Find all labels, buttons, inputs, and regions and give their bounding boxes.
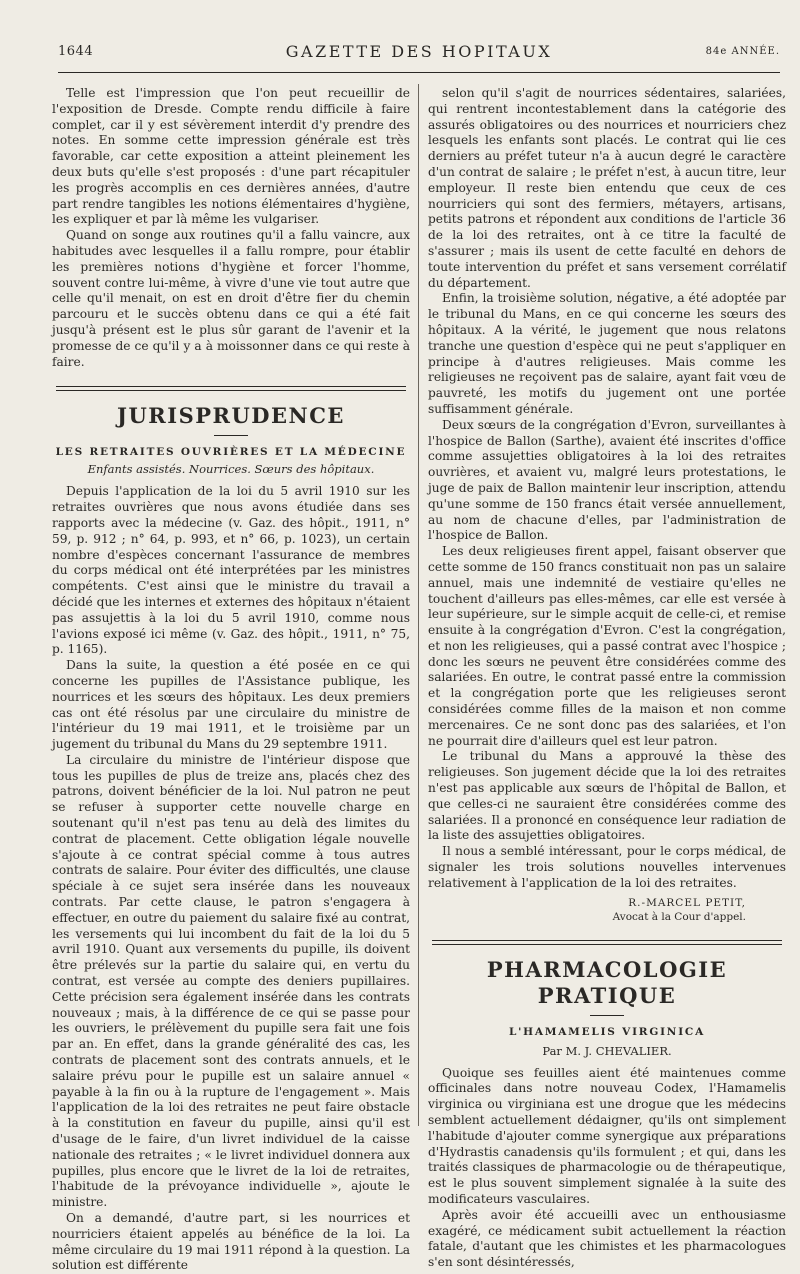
paragraph: Les deux religieuses firent appel, faisant observer que cette somme de 150 francs constituait non pas un salaire annuel, mais une indemnité de vestiaire qu'elles ne touchent d'ailleurs pas elles-mêmes, car elle est versée à leur supérieure, sur le simple acquit de celle-ci, et remise ensuite à la congrégation d'Evron. C'est la congrégation, et non les religieuses, qui a passé contrat avec l'hospice ; donc les sœurs ne peuvent être considérées comme des salariées. En outre, le contrat passé entre la commission et la congrégation porte que les religieuses seront considérées comme filles de la maison et non comme mercenaires. Ce ne sont donc pas des salariées, et l'on ne pourrait dire d'ailleurs quel est leur patron. [428,544,786,748]
paragraph: Enfin, la troisième solution, négative, a été adoptée par le tribunal du Mans, en ce qui concerne les sœurs des hôpitaux. A la vérité, le jugement que nous relatons tranche une question d'espèce qui ne peut s'appliquer en principe à d'autres religieuses. Mais comme les religieuses ne reçoivent pas de salaire, ayant fait vœu de pauvreté, les motifs du jugement ont une portée suffisamment générale. [428,291,786,416]
volume-year: 84e ANNÉE. [705,46,780,57]
section-title-jurisprudence: JURISPRUDENCE [117,403,345,429]
paragraph: Depuis l'application de la loi du 5 avril 1910 sur les retraites ouvrières que nous avons étudiée dans ses rapports avec la médecine (v. Gaz. des hôpit., 1911, n° 59, p. 912 ; n° 64, p. 993, et n° 66, p. 1023), un certain nombre d'espèces concernant l'assurance de membres du corps médical ont été interprétées par les ministres compétents. C'est ainsi que le ministre du travail a décidé que les internes et externes des hôpitaux n'étaient pas assujettis à la loi du 5 avril 1910, comme nous l'avions exposé ici même (v. Gaz. des hôpit., 1911, n° 75, p. 1165). [52,484,410,657]
article-byline: Par M. J. CHEVALIER. [542,1043,672,1058]
paragraph: Après avoir été accueilli avec un enthousiasme exagéré, ce médicament subit actuellement la réaction fatale, d'autant que les chimistes et les pharmacologues s'en sont désintéressés, [428,1207,786,1270]
paragraph: Quand on songe aux routines qu'il a fallu vaincre, aux habitudes avec lesquelles il a fallu rompre, pour établir les premières notions d'hygiène et forcer l'homme, souvent contre lui-même, à vivre d'une vie tout autre que celle qu'il menait, on est en droit d'être fier du chemin parcouru et le succès obtenu dans ce qui a été fait jusqu'à présent est le plus sûr garant de l'avenir et la promesse de ce qu'il y a à moissonner dans ce qui reste à faire. [52,228,410,369]
column-divider [418,84,419,1126]
section-rule [432,940,782,945]
article-title: L'HAMAMELIS VIRGINICA [508,1025,706,1038]
paragraph: Dans la suite, la question a été posée en ce qui concerne les pupilles de l'Assistance publique, les nourrices et les sœurs des hôpitaux. Les deux premiers cas ont été résolus par une circulaire du ministre de l'intérieur du 19 mai 1911, et le troisième par un jugement du tribunal du Mans du 29 septembre 1911. [52,658,410,752]
paragraph: On a demandé, d'autre part, si les nourrices et nourriciers étaient appelés au bénéfice de la loi. La même circulaire du 19 mai 1911 répond à la question. La solution est différente [52,1211,410,1273]
author-role: Avocat à la Cour d'appel. [612,910,746,923]
left-column [52,86,411,1273]
author-name: R.-MARCEL PETIT, [628,896,746,909]
paragraph: La circulaire du ministre de l'intérieur dispose que tous les pupilles de plus de treize ans, placés chez des patrons, doivent bénéficier de la loi. Nul patron ne peut se refuser à supporter cette nouvelle charge en soutenant qu'il n'est pas tenu au delà des limites du contrat de placement. Cette obligation légale nouvelle s'ajoute à ce contrat spécial comme à tous autres contrats de salaire. Pour éviter des difficultés, une clause spéciale à ce sujet sera insérée dans les nouveaux contrats. Par cette clause, le patron s'engagera à effectuer, en outre du paiement du salaire fixé au contrat, les versements qui lui incombent du fait de la loi du 5 avril 1910. Quant aux versements du pupille, ils doivent être prélevés sur la partie du salaire qui, en vertu du contrat, est versée au compte des deniers pupillaires. Cette précision sera également insérée dans les contrats nouveaux ; mais, à la différence de ce qui se passe pour les ouvriers, le prélèvement du pupille sera fait une fois par an. En effet, dans la grande généralité des cas, les contrats de placement sont des contrats annuels, et le salaire prévu pour le pupille est un salaire annuel « payable à la fin ou à la rupture de l'engagement ». Mais l'application de la loi des retraites ne peut faire obstacle à la constitution en faveur du pupille, ainsi qu'il est d'usage de le faire, d'un livret individuel de la caisse nationale des retraites ; « le livret individuel donnera aux pupilles, plus encore que le livret de la loi de retraites, l'habitude de la prévoyance individuelle », ajoute le ministre. [52,752,411,1210]
page-number: 1644 [58,44,94,59]
title-rule [590,1015,624,1016]
journal-title: GAZETTE DES HOPITAUX [285,42,553,61]
paragraph: Telle est l'impression que l'on peut recueillir de l'exposition de Dresde. Compte rendu difficile à faire complet, car il y est sévèrement interdit d'y prendre des notes. En somme cette impression générale est très favorable, car cette exposition a atteint pleinement les deux buts qu'elle s'est proposés : d'une part récapituler les progrès accomplis en ces dernières années, d'autre part rendre tangibles les notions élémentaires d'hygiène, les expliquer et par là même les vulgariser. [52,86,410,227]
section-rule [56,386,406,391]
right-column [428,86,786,1270]
section-title-pharmacologie: PHARMACOLOGIE PRATIQUE [486,956,728,1008]
article-title: LES RETRAITES OUVRIÈRES ET LA MÉDECINE [55,446,407,459]
paragraph: Le tribunal du Mans a approuvé la thèse des religieuses. Son jugement décide que la loi des retraites n'est pas applicable aux sœurs de l'hôpital de Ballon, et que celles-ci ne sauraient être considérées comme des salariées. Il a prononcé en conséquence leur radiation de la liste des assujetties obligatoires. [428,749,786,843]
paragraph: Deux sœurs de la congrégation d'Evron, surveillantes à l'hospice de Ballon (Sarthe), avaient été inscrites d'office comme assujetties obligatoires à la loi des retraites ouvrières, et avaient vu, malgré leurs protestations, le juge de paix de Ballon maintenir leur inscription, attendu qu'une somme de 150 francs était versée annuellement, au nom de chacune d'elles, par l'administration de l'hospice de Ballon. [428,417,786,543]
author-signature [428,896,746,924]
article-kicker: Enfants assistés. Nourrices. Sœurs des hôpitaux. [87,462,375,477]
paragraph: Quoique ses feuilles aient été maintenues comme officinales dans notre nouveau Codex, l'Hamamelis virginica ou virginiana est une drogue que les médecins semblent actuellement dédaigner, qu'ils ont simplement l'habitude d'ajouter comme synergique aux préparations d'Hydrastis canadensis qu'ils formulent ; et qui, dans les traités classiques de pharmacologie ou de thérapeutique, est le plus souvent simplement signalée à la suite des modificateurs vasculaires. [428,1065,786,1207]
paragraph: Il nous a semblé intéressant, pour le corps médical, de signaler les trois solutions nouvelles intervenues relativement à l'application de la loi des retraites. [428,844,786,890]
paragraph: selon qu'il s'agit de nourrices sédentaires, salariées, qui rentrent incontestablement dans la catégorie des assurés obligatoires ou des nourrices et nourriciers chez lesquels les enfants sont placés. Le contrat qui lie ces derniers au préfet tuteur n'a à aucun degré le caractère d'un contrat de salaire ; le préfet n'est, à aucun titre, leur employeur. Il reste bien entendu que ceux de ces nourriciers qui sont des fermiers, métayers, artisans, petits patrons et répondent aux conditions de l'article 36 de la loi des retraites, ont à ce titre la faculté de s'assurer ; mais ils usent de cette faculté en dehors de toute intervention du préfet et sans versement corrélatif du département. [428,86,786,290]
running-header [58,40,780,66]
header-rule [58,72,780,73]
title-rule [214,435,248,436]
